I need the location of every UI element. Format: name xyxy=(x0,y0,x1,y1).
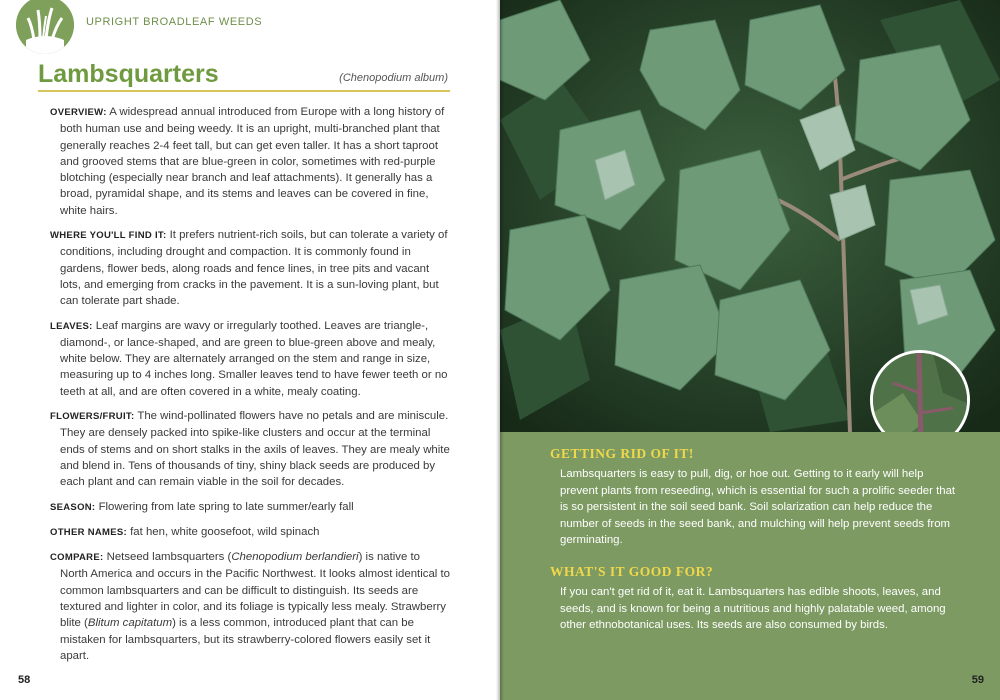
title-divider xyxy=(38,90,450,92)
entry-text: Flowering from late spring to late summer/early fall xyxy=(98,500,354,513)
entry-text: fat hen, white goosefoot, wild spinach xyxy=(130,525,320,538)
entry-where-found xyxy=(50,227,450,309)
entry-text: A widespread annual introduced from Europe with a long history of both human use and being weedy. It is an upright, multi-branched plant that generally reaches 2-4 feet tall, but can get even taller. It has a short taproot and grooved stems that are blue-green in color, sometimes with red-purple blotching (especially near branch and leaf attachments). It generally has a broad, pyramidal shape, and its stems and leaves can be covered in fine, white hairs. xyxy=(60,106,445,217)
entry-text: Leaf margins are wavy or irregularly toothed. Leaves are triangle-, diamond-, or lance-shaped, and are green to blue-green above and mealy, white below. They are alternately arranged on the stem and range in size, measuring up to 4 inches long. Smaller leaves tend to have fewer teeth or no teeth at all, and are often covered in a white, mealy coating. xyxy=(60,319,448,398)
compare-text-3: ) is a less common, introduced plant that can be mistaken for lambsquarters, but its strawberry-colored flowers easily set it apart. xyxy=(60,617,431,662)
entry-label: LEAVES: xyxy=(50,320,93,332)
entry-text: The wind-pollinated flowers have no petals and are miniscule. They are densely packed into spike-like clusters and occur at the terminal ends of stems and on short stalks in the axils of leaves. They are mealy white and blend in. Tens of thousands of tiny, shiny black seeds are produced by each plant and can remain viable in the soil for decades. xyxy=(60,410,450,489)
entry-overview xyxy=(50,104,450,219)
entry-label: WHERE YOU'LL FIND IT: xyxy=(50,230,167,242)
info-panel xyxy=(500,432,1000,700)
entry-season xyxy=(50,499,450,516)
compare-text-2: ) is native to North America and occurs in the Pacific Northwest. It looks almost identical to common lambsquarters and can be difficult to distinguish. Its seeds are textured and lighter in color, and its foliage is typically less mealy. Strawberry blite ( xyxy=(60,551,450,630)
compare-text-1: Netseed lambsquarters ( xyxy=(106,551,232,564)
compare-species-1: Chenopodium berlandieri xyxy=(231,551,359,564)
getting-rid-text: Lambsquarters is easy to pull, dig, or hoe out. Getting to it early will help prevent plants from reseeding, which is essential for such a prolific seeder that is so persistent in the soil seed bank. Soil solarization can help reduce the number of seeds in the seed bank, and mulching will help prevent seeds from germinating. xyxy=(560,468,956,546)
compare-species-2: Blitum capitatum xyxy=(87,617,173,630)
section-title: UPRIGHT BROADLEAF WEEDS xyxy=(86,16,263,28)
description-body xyxy=(50,104,450,672)
good-for-heading: WHAT'S IT GOOD FOR? xyxy=(550,564,714,579)
page-number-right: 59 xyxy=(971,674,984,686)
page-title: Lambsquarters xyxy=(38,60,219,88)
entry-compare xyxy=(50,549,450,664)
entry-label: OVERVIEW: xyxy=(50,107,107,118)
good-for-text: If you can't get rid of it, eat it. Lambsquarters has edible shoots, leaves, and seeds, and is known for being a nutritious and highly palatable weed, among other ethnobotanical uses. Its seeds are also consumed by birds. xyxy=(560,586,946,631)
scientific-name: (Chenopodium album) xyxy=(339,72,448,84)
entry-label: COMPARE: xyxy=(50,552,104,564)
right-page xyxy=(500,0,1000,700)
entry-label: SEASON: xyxy=(50,501,96,513)
getting-rid-heading: GETTING RID OF IT! xyxy=(550,446,694,461)
entry-label: OTHER NAMES: xyxy=(50,526,127,538)
entry-leaves xyxy=(50,318,450,400)
entry-other-names xyxy=(50,524,450,541)
grass-logo-icon xyxy=(16,0,74,54)
page-number-left: 58 xyxy=(18,674,31,686)
entry-text: It prefers nutrient-rich soils, but can tolerate a variety of conditions, including drought and compaction. It is commonly found in gardens, flower beds, along roads and fence lines, in tree pits and vacant lots, and emerging from cracks in the pavement. It is a sun-loving plant, but can tolerate part shade. xyxy=(60,229,448,308)
book-gutter xyxy=(496,0,504,700)
entry-label: FLOWERS/FRUIT: xyxy=(50,411,135,423)
entry-flowers-fruit xyxy=(50,408,450,490)
